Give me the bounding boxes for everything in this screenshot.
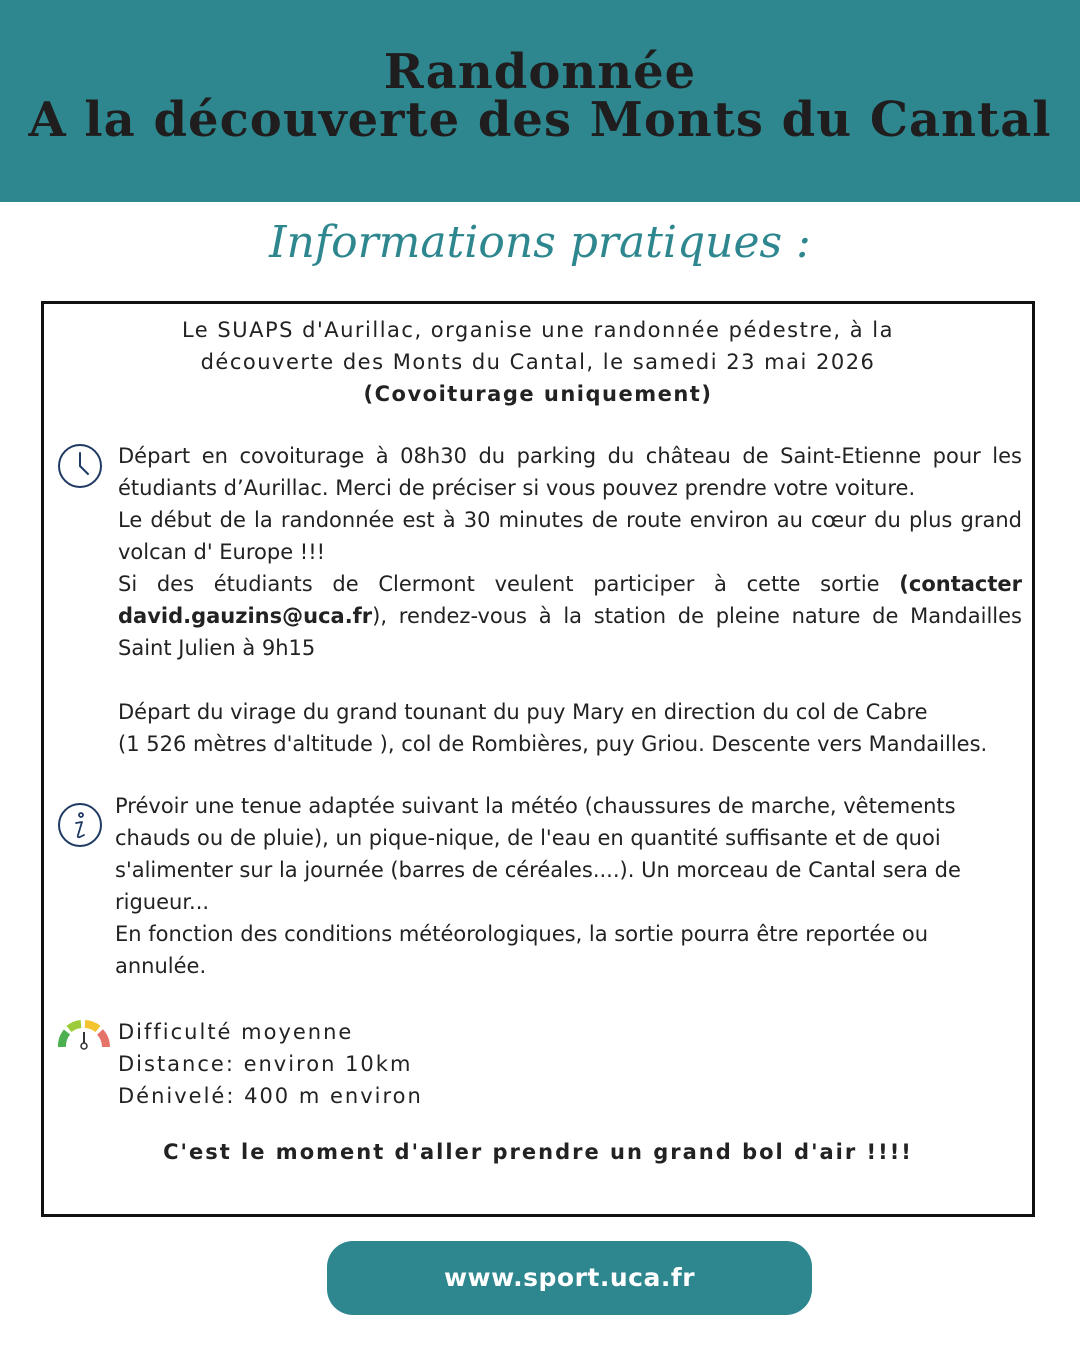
header-banner	[0, 0, 1080, 202]
section-heading: Informations pratiques :	[269, 217, 811, 268]
page-title	[0, 44, 1080, 148]
contact-email: (contacter david.gauzins@uca.fr	[118, 572, 1022, 628]
website-button[interactable]: www.sport.uca.fr	[327, 1241, 812, 1315]
distance: Distance: environ 10km	[118, 1052, 413, 1076]
route-block	[118, 696, 1028, 760]
clermont-text-end: ), rendez-vous à la station de pleine nature de Mandailles Saint Julien à 9h15	[118, 604, 1022, 660]
intro-line-1: Le SUAPS d'Aurillac, organise une randonnée pédestre, à la	[181, 318, 895, 342]
intro-block	[44, 314, 1032, 410]
closing-message: C'est le moment d'aller prendre un grand bol d'air !!!!	[163, 1140, 913, 1164]
difficulty-level: Difficulté moyenne	[118, 1020, 354, 1044]
info-box	[41, 301, 1035, 1217]
title-line-1: Randonnée	[383, 44, 697, 100]
departure-block	[118, 440, 1022, 664]
difficulty-block	[118, 1016, 423, 1112]
weather-text: En fonction des conditions météorologiques, la sortie pourra être reportée ou annulée.	[115, 922, 929, 978]
info-icon	[56, 801, 104, 849]
equipment-text: Prévoir une tenue adaptée suivant la météo (chaussures de marche, vêtements chauds ou de pluie), un pique-nique, de l'eau en quantité suffisante et de quoi s'alimenter sur la journée (barres de céréales....). Un morceau de Cantal sera de rigueur...	[115, 794, 961, 914]
route-line-2: (1 526 mètres d'altitude ), col de Rombières, puy Griou. Descente vers Mandailles.	[118, 732, 988, 756]
clermont-text	[118, 568, 1022, 664]
equipment-block	[115, 790, 1020, 982]
intro-line-2: découverte des Monts du Cantal, le samedi 23 mai 2026	[200, 350, 876, 374]
clock-icon	[56, 442, 104, 490]
title-line-2: A la découverte des Monts du Cantal	[28, 92, 1052, 148]
clermont-text-start: Si des étudiants de Clermont veulent participer à cette sortie	[118, 572, 880, 596]
gauge-icon	[56, 1012, 112, 1052]
elevation: Dénivelé: 400 m environ	[118, 1084, 423, 1108]
route-line-1: Départ du virage du grand tounant du puy Mary en direction du col de Cabre	[118, 700, 928, 724]
departure-text: Départ en covoiturage à 08h30 du parking du château de Saint-Etienne pour les étudiants d’Aurillac. Merci de préciser si vous pouvez prendre votre voiture.	[118, 444, 1022, 500]
intro-emphasis: (Covoiturage uniquement)	[363, 382, 713, 406]
volcano-text: Le début de la randonnée est à 30 minutes de route environ au cœur du plus grand volcan d' Europe !!!	[118, 508, 1022, 564]
